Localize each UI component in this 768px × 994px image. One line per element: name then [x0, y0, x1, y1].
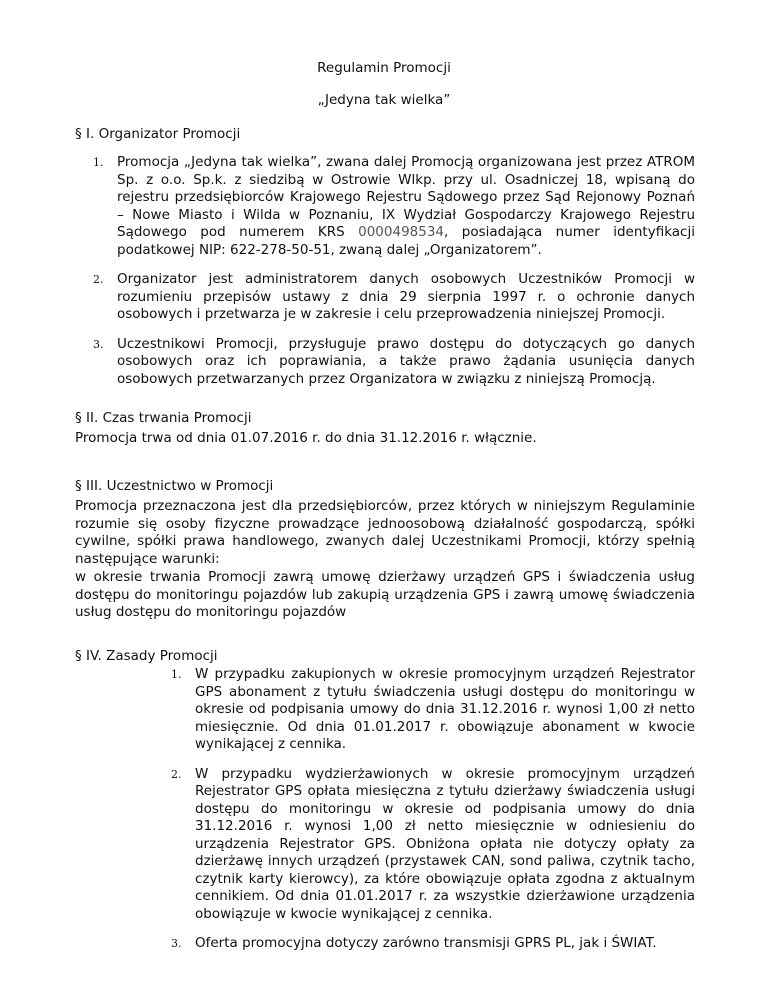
section-heading-rules: § IV. Zasady Promocji — [75, 648, 218, 664]
list-item — [171, 935, 695, 953]
list-item-text: W przypadku zakupionych w okresie promocyjnym urządzeń Rejestrator GPS abonament z tytułu świadczenia usługi dostępu do monitoringu w okresie od podpisania umowy do dnia 31.12.2016 r. wynosi 1,00 zł netto miesięcznie. Od dnia 01.01.2017 r. obowiązuje abonament w kwocie wynikającej z cennika. — [195, 666, 695, 752]
list-item — [171, 765, 695, 924]
participation-conditions: w okresie trwania Promocji zawrą umowę dzierżawy urządzeń GPS i świadczenia usług dostępu do monitoringu pojazdów lub zakupią urządzenia GPS i zawrą umowę świadczenia usług dostępu do monitoringu pojazdów — [75, 569, 695, 620]
list-item-text: , posiadająca numer identyfikacji podatkowej NIP: 622-278-50-51, zwaną dalej „Organizatorem”. — [117, 224, 695, 258]
list-item-number: 3. — [171, 937, 182, 950]
list-item — [93, 335, 695, 389]
list-item — [93, 271, 695, 324]
list-item-number: 1. — [171, 668, 182, 681]
list-item — [93, 154, 695, 259]
list-item-text: Promocja „Jedyna tak wielka”, zwana dalej Promocją organizowana jest przez ATROM Sp. z o.o. Sp.k. z siedzibą w Ostrowie Wlkp. przy ul. Osadniczej 18, wpisaną do rejestru przedsiębiorców Krajowego Rejestru Sądowego przez Sąd Rejonowy Poznań – Nowe Miasto i Wilda w Poznaniu, IX Wydział Gospodarczy Krajowego Rejestru Sądowego pod numerem KRS — [117, 154, 695, 240]
section-heading-participation: § III. Uczestnictwo w Promocji — [75, 478, 274, 494]
krs-number: 0000498534 — [358, 224, 445, 240]
list-item-text: Organizator jest administratorem danych osobowych Uczestników Promocji w rozumieniu przepisów ustawy z dnia 29 sierpnia 1997 r. o ochronie danych osobowych i przetwarza je w zakresie i celu przeprowadzenia niniejszej Promocji. — [117, 271, 695, 322]
organizer-list — [93, 154, 695, 400]
list-item-text: W przypadku wydzierżawionych w okresie promocyjnym urządzeń Rejestrator GPS opłata miesięczna z tytułu dzierżawy świadczenia usługi dostępu do monitoringu w okresie od podpisania umowy do dnia 31.12.2016 r. wynosi 1,00 zł netto miesięcznie w odniesieniu do urządzenia Rejestrator GPS. Obniżona opłata nie dotyczy opłaty za dzierżawę innych urządzeń (przystawek CAN, sond paliwa, czytnik tacho, czytnik karty kierowcy), za które obowiązuje opłata zgodna z aktualnym cennikiem. Od dnia 01.01.2017 r. za wszystkie dzierżawione urządzenia obowiązuje w kwocie wynikającej z cennika. — [195, 765, 695, 922]
list-item-number: 2. — [171, 767, 182, 781]
list-item-text: Oferta promocyjna dotyczy zarówno transmisji GPRS PL, jak i ŚWIAT. — [195, 935, 657, 951]
list-item-number: 2. — [93, 273, 104, 286]
document-title: Regulamin Promocji — [317, 60, 451, 76]
section-heading-duration: § II. Czas trwania Promocji — [75, 410, 252, 426]
rules-list — [171, 666, 695, 965]
document-subtitle: „Jedyna tak wielka” — [317, 92, 451, 108]
list-item-number: 1. — [93, 156, 104, 169]
list-item-number: 3. — [93, 337, 104, 351]
list-item — [171, 666, 695, 754]
list-item-text: Uczestnikowi Promocji, przysługuje prawo dostępu do dotyczących go danych osobowych oraz ich poprawiania, a także prawo żądania usunięcia danych osobowych przetwarzanych przez Organizatora w związku z niniejszą Promocją. — [117, 335, 695, 387]
duration-text: Promocja trwa od dnia 01.07.2016 r. do dnia 31.12.2016 r. włącznie. — [75, 430, 537, 446]
participation-paragraph: Promocja przeznaczona jest dla przedsiębiorców, przez których w niniejszym Regulaminie rozumie się osoby fizyczne prowadzące jednoosobową działalność gospodarczą, spółki cywilne, spółki prawa handlowego, zwanych dalej Uczestnikami Promocji, którzy spełnią następujące warunki: — [75, 498, 695, 567]
section-heading-organizer: § I. Organizator Promocji — [75, 126, 241, 142]
